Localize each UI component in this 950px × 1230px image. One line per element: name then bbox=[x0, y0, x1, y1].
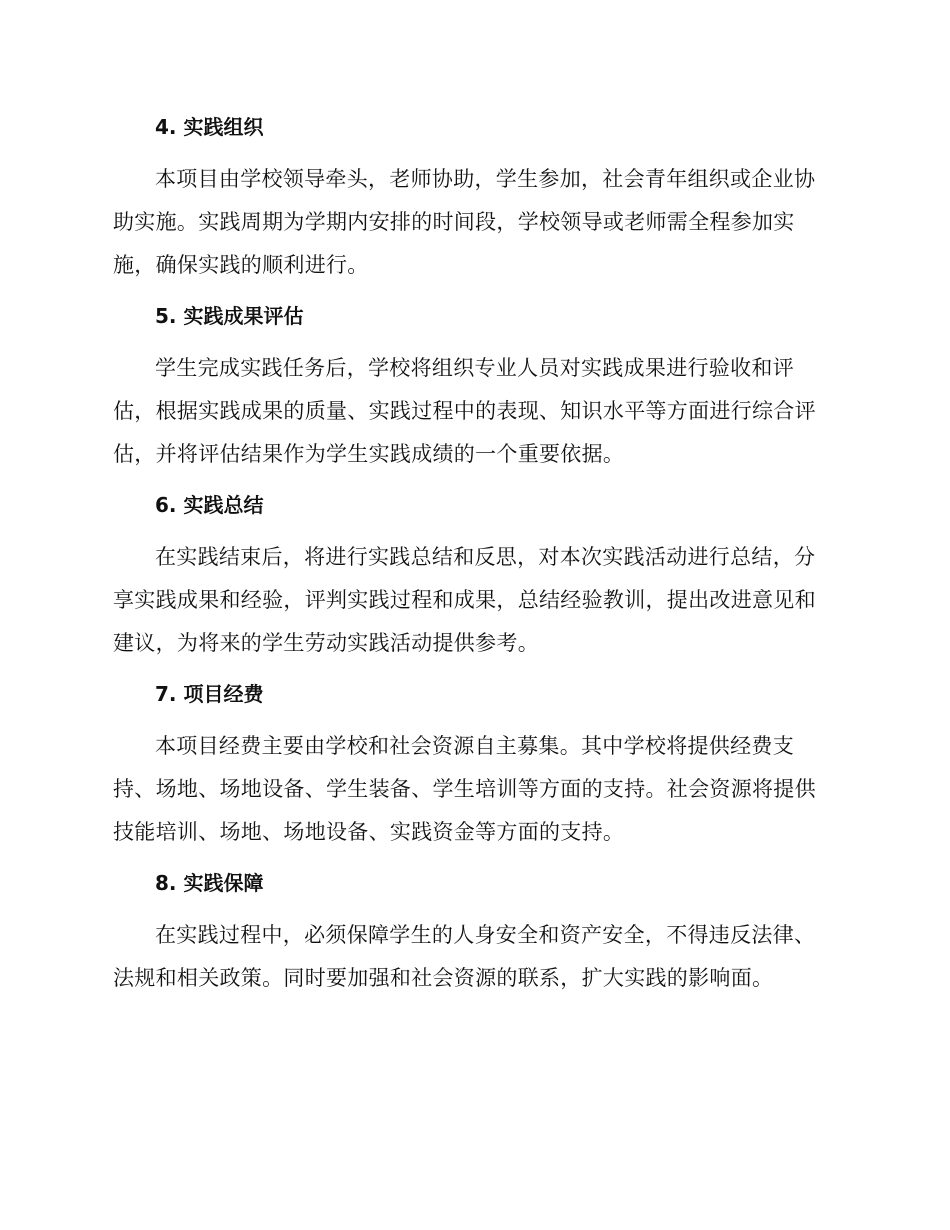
paragraph-line: 估，并将评估结果作为学生实践成绩的一个重要依据。 bbox=[113, 442, 625, 466]
paragraph-line: 在实践结束后，将进行实践总结和反思，对本次实践活动进行总结，分 bbox=[155, 545, 816, 569]
section-practice-organization bbox=[113, 106, 833, 287]
document-body bbox=[113, 106, 833, 1008]
section-paragraph bbox=[113, 725, 833, 854]
section-heading: 8. 实践保障 bbox=[155, 871, 264, 895]
section-outcome-evaluation bbox=[113, 295, 833, 476]
section-heading: 6. 实践总结 bbox=[155, 493, 264, 517]
section-practice-safeguards bbox=[113, 862, 833, 1000]
paragraph-line: 估，根据实践成果的质量、实践过程中的表现、知识水平等方面进行综合评 bbox=[113, 399, 816, 423]
section-heading: 7. 项目经费 bbox=[155, 682, 264, 706]
paragraph-line: 享实践成果和经验，评判实践过程和成果，总结经验教训，提出改进意见和 bbox=[113, 588, 816, 612]
paragraph-line: 助实施。实践周期为学期内安排的时间段，学校领导或老师需全程参加实 bbox=[113, 210, 795, 234]
section-heading: 5. 实践成果评估 bbox=[155, 304, 304, 328]
section-paragraph bbox=[113, 347, 833, 476]
paragraph-line: 施，确保实践的顺利进行。 bbox=[113, 253, 369, 277]
section-practice-summary bbox=[113, 484, 833, 665]
section-heading: 4. 实践组织 bbox=[155, 115, 264, 139]
paragraph-line: 技能培训、场地、场地设备、实践资金等方面的支持。 bbox=[113, 820, 625, 844]
paragraph-line: 学生完成实践任务后，学校将组织专业人员对实践成果进行验收和评 bbox=[155, 356, 794, 380]
paragraph-line: 建议，为将来的学生劳动实践活动提供参考。 bbox=[113, 631, 539, 655]
section-paragraph bbox=[113, 158, 833, 287]
paragraph-line: 本项目经费主要由学校和社会资源自主募集。其中学校将提供经费支 bbox=[155, 734, 794, 758]
section-paragraph bbox=[113, 914, 833, 1000]
paragraph-line: 法规和相关政策。同时要加强和社会资源的联系，扩大实践的影响面。 bbox=[113, 966, 774, 990]
section-project-funding bbox=[113, 673, 833, 854]
paragraph-line: 在实践过程中，必须保障学生的人身安全和资产安全，不得违反法律、 bbox=[155, 923, 816, 947]
paragraph-line: 持、场地、场地设备、学生装备、学生培训等方面的支持。社会资源将提供 bbox=[113, 777, 816, 801]
paragraph-line: 本项目由学校领导牵头，老师协助，学生参加，社会青年组织或企业协 bbox=[155, 167, 816, 191]
section-paragraph bbox=[113, 536, 833, 665]
